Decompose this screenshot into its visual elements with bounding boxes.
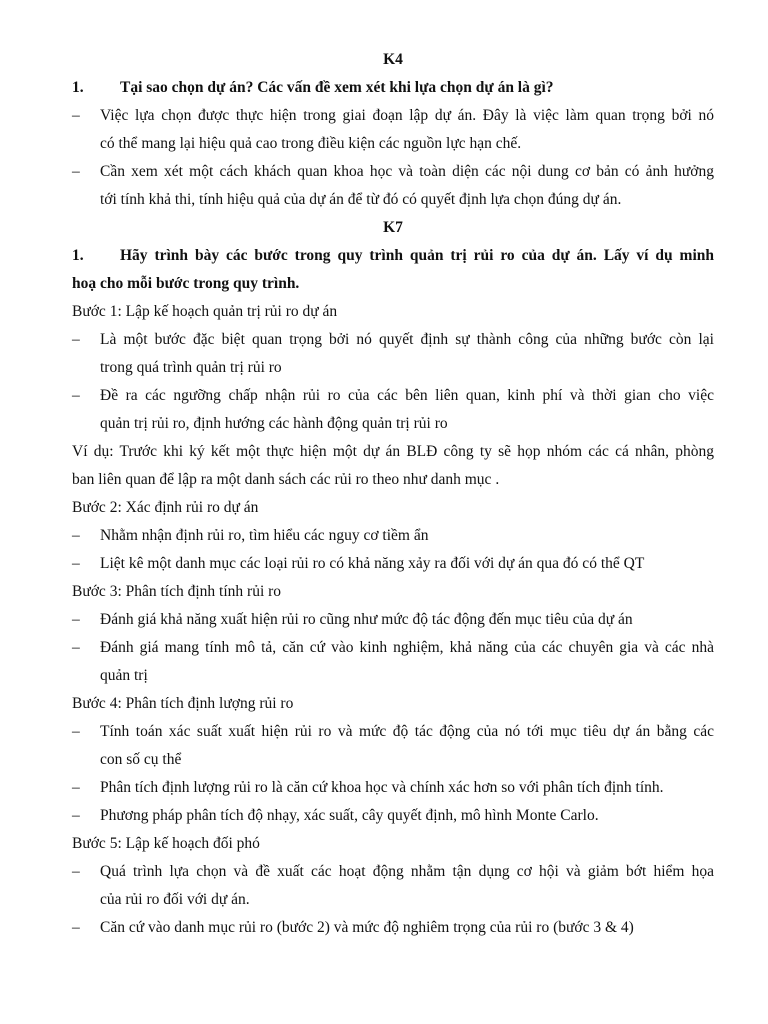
bullet-line: – Cần xem xét một cách khách quan khoa học và toàn diện các nội dung cơ bản có ảnh hưởng [72,163,714,180]
step-title: Bước 2: Xác định rủi ro dự án [72,499,259,516]
step-title: Bước 5: Lập kế hoạch đối phó [72,835,260,852]
section-heading-k7: K7 [383,219,403,236]
question-k7-1 [72,242,714,270]
question-continuation: hoạ cho mỗi bước trong quy trình. [72,275,300,292]
bullet-line: – Căn cứ vào danh mục rủi ro (bước 2) và mức độ nghiêm trọng của rủi ro (bước 3 & 4) [72,919,634,936]
bullet-continuation: quản trị [100,667,148,684]
example-continuation: ban liên quan để lập ra một danh sách các rủi ro theo như danh mục . [72,471,500,488]
bullet-continuation: có thể mang lại hiệu quả cao trong điều kiện các nguồn lực hạn chế. [100,135,522,152]
bullet-continuation: trong quá trình quản trị rủi ro [100,359,282,376]
bullet-line: – Quá trình lựa chọn và đề xuất các hoạt động nhằm tận dụng cơ hội và giảm bớt hiểm họa [72,863,714,880]
bullet-line: – Việc lựa chọn được thực hiện trong giai đoạn lập dự án. Đây là việc làm quan trọng bởi nó [72,107,714,124]
bullet-continuation: con số cụ thể [100,751,182,768]
example-text: Ví dụ: Trước khi ký kết một thực hiện một dự án BLĐ công ty sẽ họp nhóm các cá nhân, phòng [72,443,714,460]
bullet-line: – Tính toán xác suất xuất hiện rủi ro và mức độ tác động của nó tới mục tiêu dự án bằng các [72,723,714,740]
bullet-line: – Phương pháp phân tích độ nhạy, xác suất, cây quyết định, mô hình Monte Carlo. [72,807,599,824]
bullet-line: – Đánh giá mang tính mô tả, căn cứ vào kinh nghiệm, khả năng của các chuyên gia và các nhà [72,639,714,656]
bullet-continuation: tới tính khả thi, tính hiệu quả của dự án để từ đó có quyết định lựa chọn đúng dự án. [100,191,622,208]
question-k4-1 [72,74,714,102]
section-heading-k4: K4 [383,51,403,68]
bullet-line: – Đề ra các ngưỡng chấp nhận rủi ro của các bên liên quan, kinh phí và thời gian cho việc [72,387,714,404]
step-title: Bước 1: Lập kế hoạch quản trị rủi ro dự án [72,303,338,320]
bullet-line: – Phân tích định lượng rủi ro là căn cứ khoa học và chính xác hơn so với phân tích định tính. [72,779,664,796]
step-title: Bước 3: Phân tích định tính rủi ro [72,583,282,600]
question-text: Hãy trình bày các bước trong quy trình quản trị rủi ro của dự án. Lấy ví dụ minh [120,247,714,264]
document-page [72,46,714,942]
bullet-continuation: của rủi ro đối với dự án. [100,891,250,908]
bullet-continuation: quản trị rủi ro, định hướng các hành động quản trị rủi ro [100,415,448,432]
bullet-line: – Là một bước đặc biệt quan trọng bởi nó quyết định sự thành công của những bước còn lại [72,331,714,348]
bullet-line: – Nhằm nhận định rủi ro, tìm hiểu các nguy cơ tiềm ẩn [72,527,429,544]
bullet-line: – Liệt kê một danh mục các loại rủi ro có khả năng xảy ra đối với dự án qua đó có thể QT [72,555,645,572]
question-number: 1. [72,79,84,96]
question-number: 1. [72,247,84,264]
bullet-line: – Đánh giá khả năng xuất hiện rủi ro cũng như mức độ tác động đến mục tiêu của dự án [72,611,633,628]
question-text: Tại sao chọn dự án? Các vấn đề xem xét khi lựa chọn dự án là gì? [120,79,554,96]
step-title: Bước 4: Phân tích định lượng rủi ro [72,695,294,712]
